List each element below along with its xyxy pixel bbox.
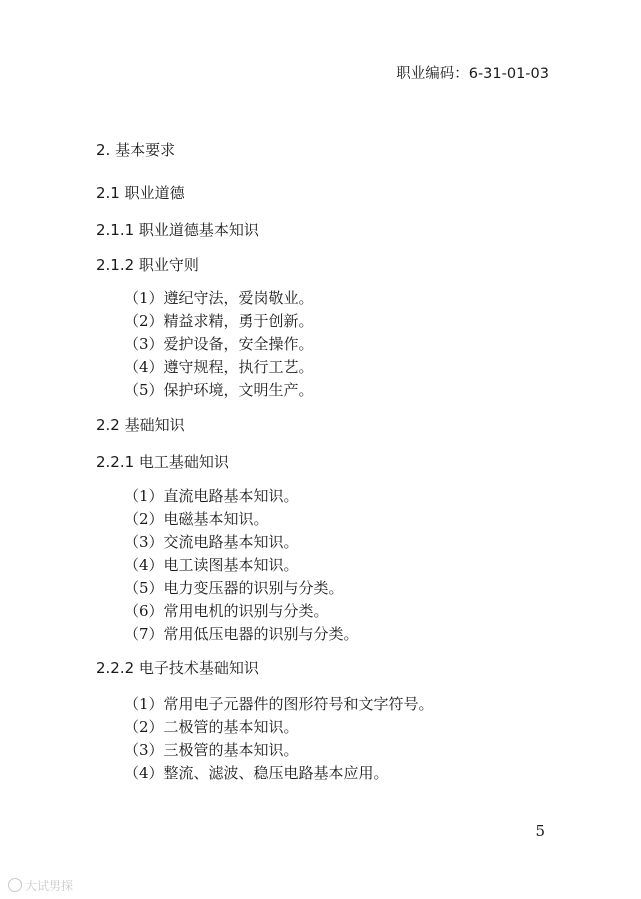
list-item: （5）电力变压器的识别与分类。	[124, 579, 344, 597]
list-item: （2）精益求精，勇于创新。	[124, 312, 314, 330]
list-item: （1）遵纪守法，爱岗敬业。	[124, 289, 314, 307]
list-item: （1）直流电路基本知识。	[124, 487, 299, 505]
list-item: （4）遵守规程，执行工艺。	[124, 358, 314, 376]
subsection-heading: 2.1.1 职业道德基本知识	[96, 221, 259, 239]
section-heading: 2. 基本要求	[96, 141, 176, 159]
section-heading: 2.1 职业道德	[96, 184, 185, 202]
list-item: （1）常用电子元器件的图形符号和文字符号。	[124, 695, 434, 713]
watermark	[8, 877, 73, 894]
list-item: （4）整流、滤波、稳压电路基本应用。	[124, 764, 389, 782]
list-item: （3）交流电路基本知识。	[124, 533, 299, 551]
list-item: （3）三极管的基本知识。	[124, 741, 299, 759]
list-item: （6）常用电机的识别与分类。	[124, 602, 329, 620]
watermark-logo-icon	[8, 878, 22, 892]
watermark-text: 大试男探	[25, 879, 74, 893]
subsection-heading: 2.2.1 电工基础知识	[96, 453, 229, 471]
list-item: （7）常用低压电器的识别与分类。	[124, 625, 359, 643]
list-item: （5）保护环境，文明生产。	[124, 381, 314, 399]
subsection-heading: 2.1.2 职业守则	[96, 256, 199, 274]
section-heading: 2.2 基础知识	[96, 416, 185, 434]
list-item: （4）电工读图基本知识。	[124, 556, 299, 574]
list-item: （2）电磁基本知识。	[124, 510, 269, 528]
subsection-heading: 2.2.2 电子技术基础知识	[96, 659, 259, 677]
list-item: （2）二极管的基本知识。	[124, 718, 299, 736]
list-item: （3）爱护设备，安全操作。	[124, 335, 314, 353]
occupation-code: 职业编码：6-31-01-03	[396, 66, 549, 82]
page-number: 5	[535, 822, 545, 840]
